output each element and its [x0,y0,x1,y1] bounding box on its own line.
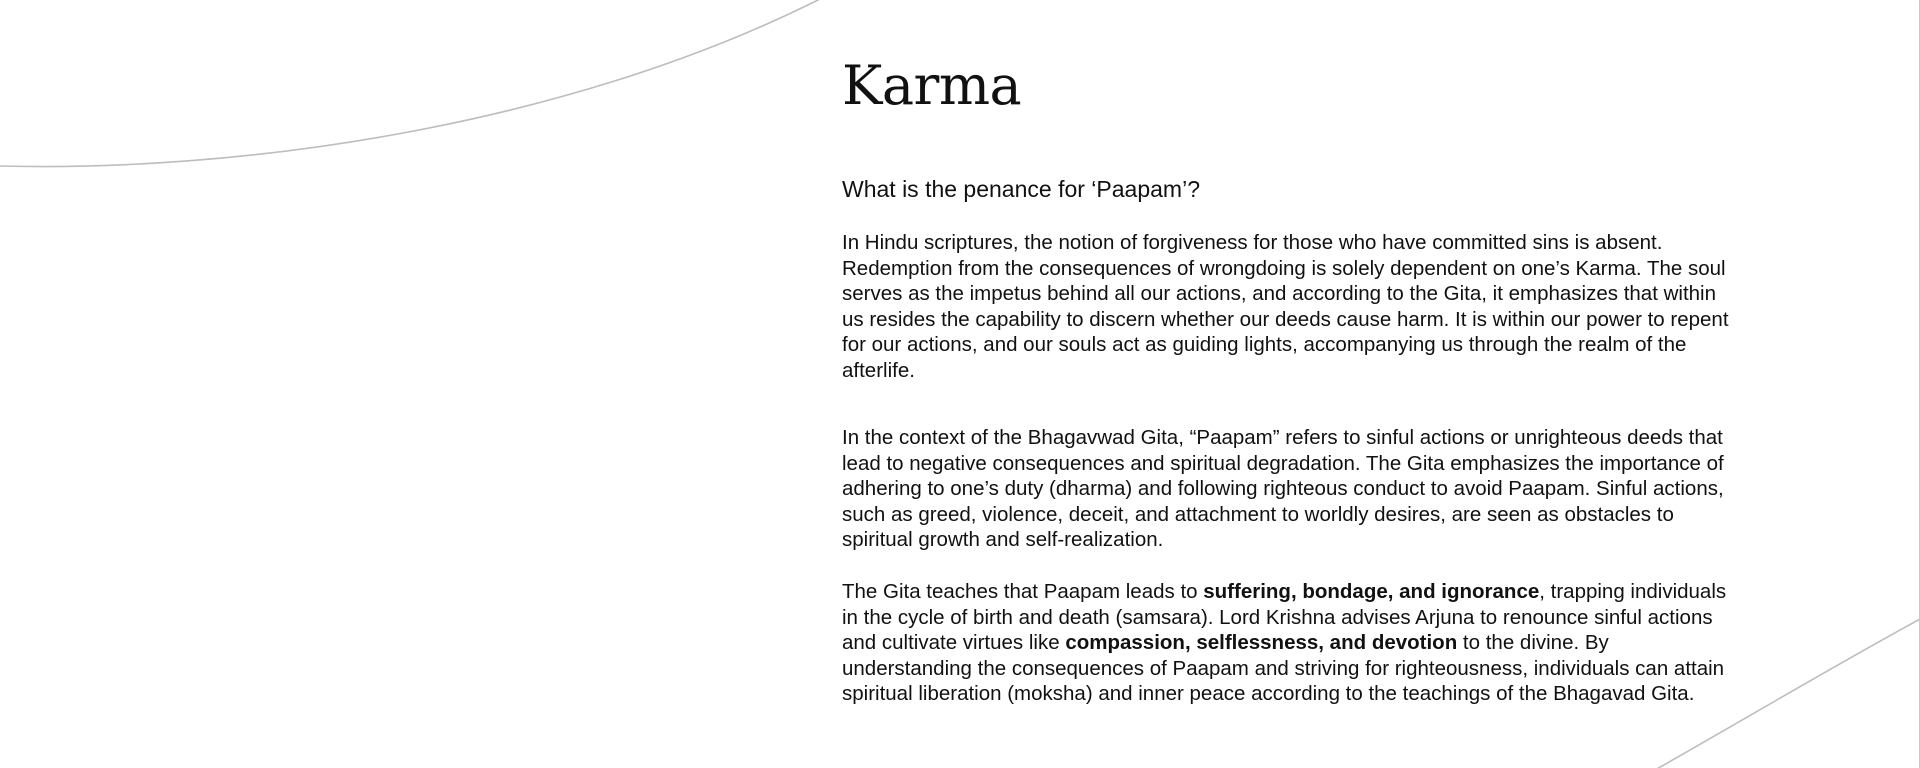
paragraph-gita-teachings [842,579,1742,707]
slide-content [842,54,1742,706]
text-segment: , trapping individuals in the cycle of birth and death (samsara). Lord Krishna advises Arjuna to renounce sinful actions and cultivate virtues like [842,580,1727,655]
bold-phrase-suffering: suffering, bondage, and ignorance [1203,580,1540,603]
page-title: Karma [842,54,1022,117]
bold-phrase-virtues: compassion, selflessness, and devotion [1065,631,1458,655]
text-segment: The Gita teaches that Paapam leads to [842,580,1204,603]
section-question: What is the penance for ‘Paapam’? [842,176,1200,202]
paragraph-paapam-definition: In the context of the Bhagavwad Gita, “Paapam” refers to sinful actions or unrighteous deeds that lead to negative consequences and spiritual degradation. The Gita emphasizes the importance of adhering to one’s duty (dharma) and following righteous conduct to avoid Paapam. Sinful actions, such as greed, violence, deceit, and attachment to worldly desires, are seen as obstacles to spiritual growth and self-realization. [842,426,1724,552]
paragraph-redemption: In Hindu scriptures, the notion of forgiveness for those who have committed sins is absent. Redemption from the consequences of wrongdoing is solely dependent on one’s Karma. The soul serves as the impetus behind all our actions, and according to the Gita, it emphasizes that within us resides the capability to discern whether our deeds cause harm. It is within our power to repent for our actions, and our souls act as guiding lights, accompanying us through the realm of the afterlife. [842,231,1729,382]
text-segment: to the divine. By understanding the consequences of Paapam and striving for righteousness, individuals can attain spiritual liberation (moksha) and inner peace according to the teachings of the Bhagavad Gita. [842,631,1725,706]
top-left-arc [0,0,822,167]
